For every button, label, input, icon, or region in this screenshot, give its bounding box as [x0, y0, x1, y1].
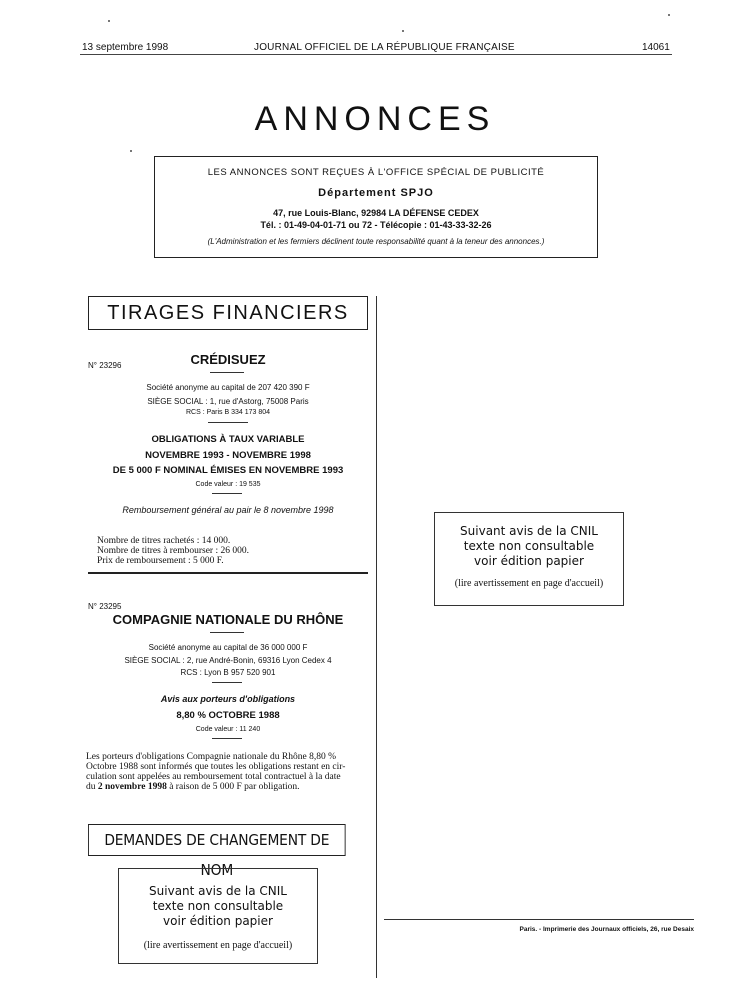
header-page-number: 14061 — [642, 42, 670, 53]
name-underline — [210, 372, 244, 373]
announcement-number: N° 23296 — [88, 361, 122, 370]
printer-imprint: Paris. - Imprimerie des Journaux officiels, 26, rue Desaix — [384, 919, 694, 933]
cnr-body-3: culation sont appelées au remboursement total contractuel à la date — [86, 772, 341, 782]
scan-speck — [108, 20, 110, 22]
header-date: 13 septembre 1998 — [82, 42, 169, 53]
publicity-disclaimer: (L'Administration et les fermiers déclinent toute responsabilité quant à la teneur des annonces.) — [207, 237, 545, 246]
company-capital: Société anonyme au capital de 36 000 000 F — [148, 643, 308, 652]
bond-title: 8,80 % OCTOBRE 1988 — [176, 710, 280, 721]
section-header-tirages: TIRAGES FINANCIERS — [88, 296, 368, 330]
rcs-underline — [208, 422, 248, 423]
cnr-body-2: Octobre 1988 sont informés que toutes les obligations restant en cir- — [86, 762, 346, 772]
publicity-intro: LES ANNONCES SONT REÇUES À L'OFFICE SPÉCIAL DE PUBLICITÉ — [207, 167, 545, 178]
cnr-body-4-date: 2 novembre 1998 — [97, 782, 167, 792]
publicity-address: 47, rue Louis-Blanc, 92984 LA DÉFENSE CEDEX — [273, 208, 479, 218]
publicity-phones: Tél. : 01-49-04-01-71 ou 72 - Télécopie : 01-43-33-32-26 — [260, 220, 492, 230]
cnr-body-4 — [86, 782, 370, 792]
code-valeur: Code valeur : 11 240 — [195, 726, 261, 733]
bond-title-1: OBLIGATIONS À TAUX VARIABLE — [151, 434, 305, 445]
avis-porteurs: Avis aux porteurs d'obligations — [160, 694, 296, 704]
prix-remboursement: Prix de remboursement : 5 000 F. — [97, 556, 224, 566]
company-siege: SIÈGE SOCIAL : 2, rue André-Bonin, 69316 Lyon Cedex 4 — [124, 656, 332, 665]
cnil-notice-box — [118, 868, 318, 964]
cnil-line-1: Suivant avis de la CNIL — [460, 524, 598, 538]
header-rule — [80, 54, 672, 55]
company-name: CRÉDISUEZ — [190, 352, 266, 367]
announcement-separator — [88, 572, 368, 574]
cnil-line-3: voir édition papier — [474, 554, 584, 568]
header-journal-title: JOURNAL OFFICIEL DE LA RÉPUBLIQUE FRANÇAISE — [254, 42, 515, 53]
page-title: ANNONCES — [254, 100, 496, 138]
scan-speck — [402, 30, 404, 32]
company-rcs: RCS : Lyon B 957 520 901 — [180, 668, 276, 677]
company-capital: Société anonyme au capital de 207 420 390 F — [146, 383, 310, 392]
cnr-body-4-pre: du — [86, 782, 98, 792]
cnil-line-3: voir édition papier — [163, 914, 273, 928]
code-underline — [212, 493, 242, 494]
publicity-info-box — [154, 156, 598, 258]
cnil-line-4: (lire avertissement en page d'accueil) — [143, 940, 293, 951]
code-valeur: Code valeur : 19 535 — [195, 481, 261, 488]
cnil-line-2: texte non consultable — [463, 539, 595, 553]
cnr-body-4-post: à raison de 5 000 F par obligation. — [166, 782, 300, 792]
name-underline — [210, 632, 244, 633]
titres-a-rembourser: Nombre de titres à rembourser : 26 000. — [97, 546, 249, 556]
company-siege: SIÈGE SOCIAL : 1, rue d'Astorg, 75008 Paris — [147, 397, 309, 406]
column-divider — [376, 296, 377, 978]
cnil-notice-box — [434, 512, 624, 606]
publicity-department: Département SPJO — [318, 187, 434, 199]
scan-speck — [668, 14, 670, 16]
titres-rachetes: Nombre de titres rachetés : 14 000. — [97, 536, 231, 546]
rcs-underline — [212, 682, 242, 683]
announcement-number: N° 23295 — [88, 602, 122, 611]
cnil-line-1: Suivant avis de la CNIL — [149, 884, 287, 898]
cnil-line-4: (lire avertissement en page d'accueil) — [454, 578, 604, 589]
scan-speck — [130, 150, 132, 152]
section-header-demandes: DEMANDES DE CHANGEMENT DE NOM — [88, 824, 346, 856]
code-underline — [212, 738, 242, 739]
company-name: COMPAGNIE NATIONALE DU RHÔNE — [112, 612, 344, 627]
cnil-line-2: texte non consultable — [152, 899, 284, 913]
remboursement-note: Remboursement général au pair le 8 novembre 1998 — [122, 505, 334, 515]
company-rcs: RCS : Paris B 334 173 804 — [185, 409, 271, 416]
bond-title-3: DE 5 000 F NOMINAL ÉMISES EN NOVEMBRE 1993 — [112, 465, 344, 476]
bond-title-2: NOVEMBRE 1993 - NOVEMBRE 1998 — [145, 450, 311, 461]
cnr-body-1: Les porteurs d'obligations Compagnie nationale du Rhône 8,80 % — [86, 752, 336, 762]
